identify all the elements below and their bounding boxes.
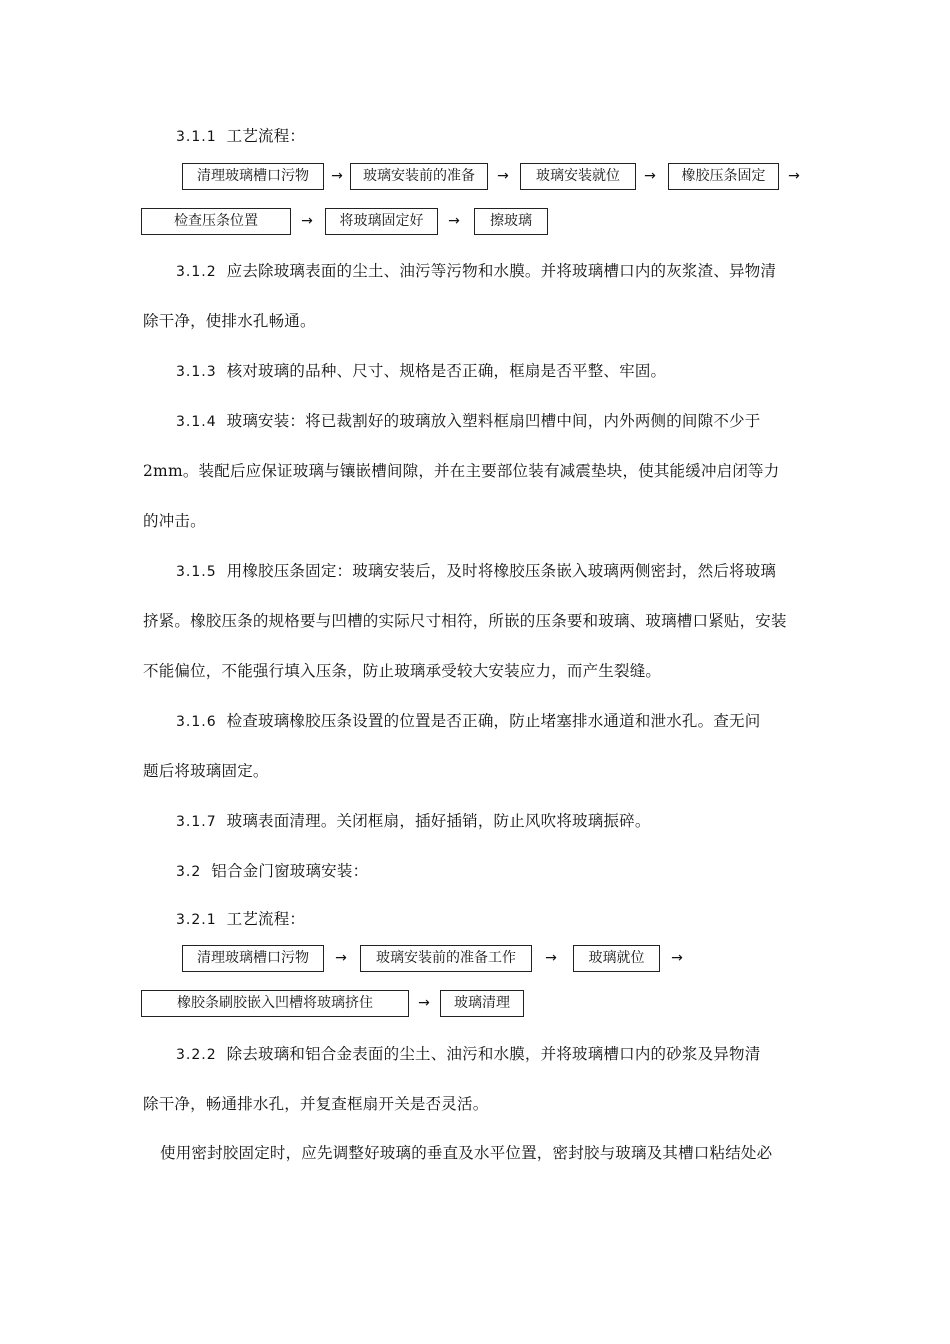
flow2-step-4: 橡胶条刷胶嵌入凹槽将玻璃挤住 [141,990,409,1017]
flow-arrow: → [788,168,800,184]
section-3-1-1 [0,121,950,151]
flow1-step-6: 将玻璃固定好 [325,208,438,235]
section-text: 不能偏位，不能强行填入压条，防止玻璃承受较大安装应力，而产生裂缝。 [143,662,662,680]
paragraph-line [0,656,950,686]
flow2-step-5: 玻璃清理 [440,990,524,1017]
section-number: 3.1.5 [176,564,217,580]
flow1-step-5: 检查压条位置 [141,208,291,235]
flow-arrow: → [448,213,460,229]
section-3-1-3 [0,356,950,386]
section-number: 3.2.2 [176,1047,217,1063]
flow-arrow: → [497,168,509,184]
paragraph-line [0,456,950,486]
flow1-step-4: 橡胶压条固定 [668,163,779,190]
section-number: 3.1.4 [176,414,217,430]
section-3-2-1 [0,904,950,934]
flow-arrow: → [331,168,343,184]
paragraph-line [0,1138,950,1168]
section-3-1-7 [0,806,950,836]
paragraph-line [0,1089,950,1119]
section-3-1-5 [0,556,950,586]
flow1-step-7: 擦玻璃 [474,208,548,235]
section-3-2 [0,856,950,886]
section-text: 2mm。装配后应保证玻璃与镶嵌槽间隙，并在主要部位装有减震垫块，使其能缓冲启闭等力 [143,462,780,480]
flow-arrow: → [644,168,656,184]
section-text: 除干净，畅通排水孔，并复查框扇开关是否灵活。 [143,1095,489,1113]
section-text: 工艺流程： [226,910,306,928]
flow-arrow: → [545,950,557,966]
flow2-step-2: 玻璃安装前的准备工作 [360,945,532,972]
flow1-step-3: 玻璃安装就位 [520,163,636,190]
flow-arrow: → [301,213,313,229]
section-number: 3.1.7 [176,814,217,830]
flow1-step-2: 玻璃安装前的准备 [350,163,488,190]
flow-arrow: → [671,950,683,966]
paragraph-line [0,506,950,536]
flow-arrow: → [335,950,347,966]
flow-arrow: → [418,995,430,1011]
section-text: 的冲击。 [143,512,206,530]
section-number: 3.1.6 [176,714,217,730]
section-number: 3.1.1 [176,129,217,145]
section-3-1-2 [0,256,950,286]
section-text: 检查玻璃橡胶压条设置的位置是否正确，防止堵塞排水通道和泄水孔。查无问 [226,712,761,730]
section-text: 使用密封胶固定时，应先调整好玻璃的垂直及水平位置，密封胶与玻璃及其槽口粘结处必 [160,1144,773,1162]
section-text: 除去玻璃和铝合金表面的尘土、油污和水膜，并将玻璃槽口内的砂浆及异物清 [226,1045,761,1063]
section-text: 玻璃表面清理。关闭框扇，插好插销，防止风吹将玻璃振碎。 [226,812,651,830]
section-number: 3.2.1 [176,912,217,928]
section-text: 铝合金门窗玻璃安装： [211,862,369,880]
section-3-1-6 [0,706,950,736]
section-number: 3.2 [176,864,202,880]
paragraph-line [0,306,950,336]
paragraph-line [0,606,950,636]
section-number: 3.1.2 [176,264,217,280]
section-text: 用橡胶压条固定：玻璃安装后，及时将橡胶压条嵌入玻璃两侧密封，然后将玻璃 [226,562,777,580]
section-3-2-2 [0,1039,950,1069]
section-text: 核对玻璃的品种、尺寸、规格是否正确，框扇是否平整、牢固。 [226,362,667,380]
section-text: 题后将玻璃固定。 [143,762,269,780]
flow2-step-1: 清理玻璃槽口污物 [182,945,324,972]
flow1-step-1: 清理玻璃槽口污物 [182,163,324,190]
section-text: 玻璃安装：将已裁割好的玻璃放入塑料框扇凹槽中间，内外两侧的间隙不少于 [226,412,761,430]
section-text: 挤紧。橡胶压条的规格要与凹槽的实际尺寸相符，所嵌的压条要和玻璃、玻璃槽口紧贴，安装 [143,612,787,630]
paragraph-line [0,756,950,786]
section-number: 3.1.3 [176,364,217,380]
flow2-step-3: 玻璃就位 [573,945,660,972]
section-3-1-4 [0,406,950,436]
section-text: 应去除玻璃表面的尘土、油污等污物和水膜。并将玻璃槽口内的灰浆渣、异物清 [226,262,777,280]
section-text: 除干净，使排水孔畅通。 [143,312,316,330]
section-text: 工艺流程： [226,127,306,145]
